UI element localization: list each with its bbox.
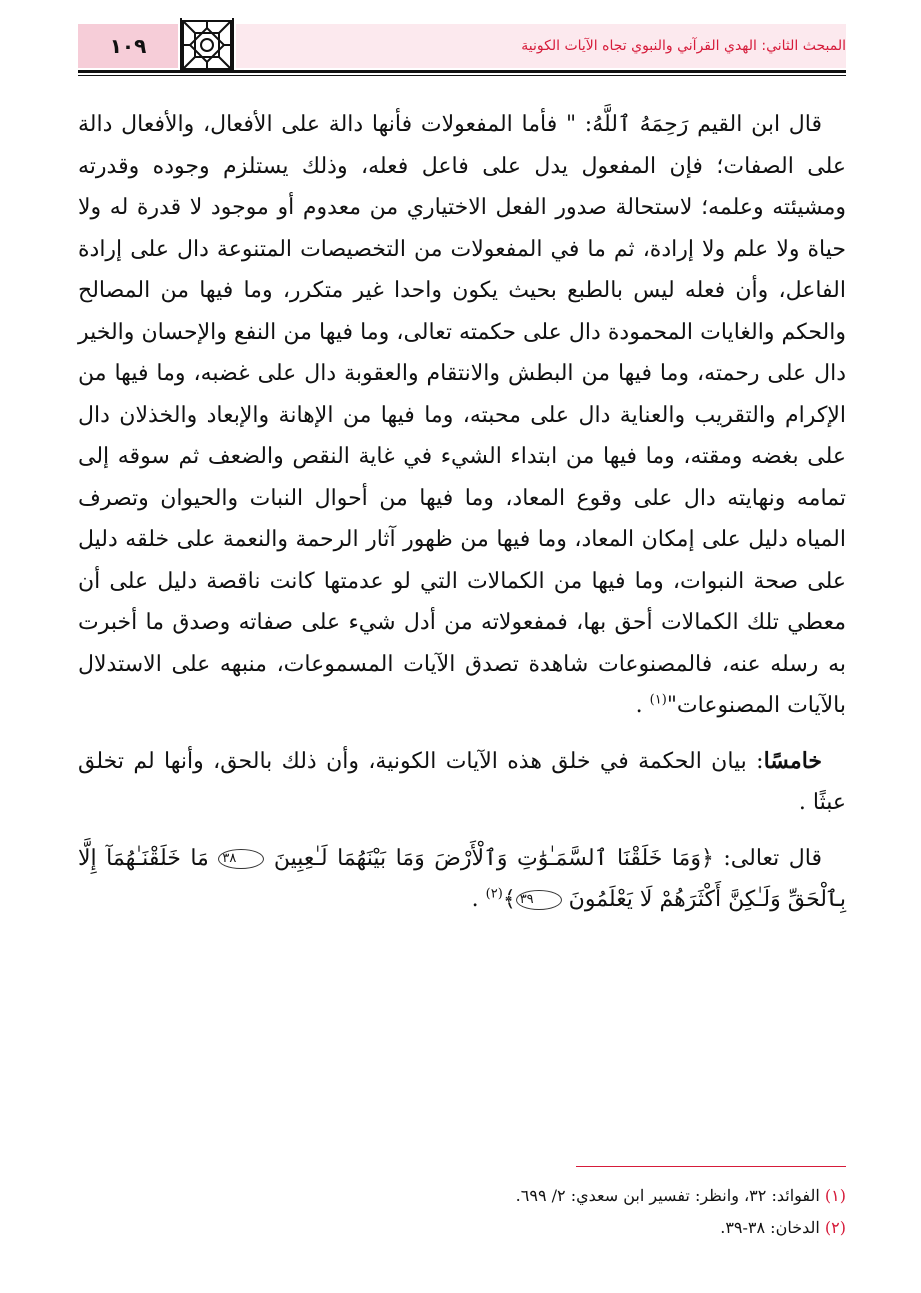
ornament-left-bar [180,18,182,72]
fifth-text: : بيان الحكمة في خلق هذه الآيات الكونية، وأن ذلك بالحق، وأنها لم تخلق عبثًا . [78,748,846,815]
footnote-1 [78,1180,846,1212]
chapter-title: المبحث الثاني: الهدي القرآني والنبوي تجاه الآيات الكونية [521,38,846,54]
quote-text: قال ابن القيم رَحِمَهُ ٱللَّهُ: " فأما المفعولات فأنها دالة على الأفعال، والأفعال دالة على الصفات؛ فإن المفعول يدل على فاعل فعله، وذلك يستلزم وجوده وقدرته ومشيئته وعلمه؛ لاستحالة صدور الفعل الاختياري من معدوم أو موجود لا قدرة له ولا حياة ولا علم ولا إرادة، ثم ما في المفعولات من التخصيصات المتنوعة دال على إرادة الفاعل، وأن فعله ليس بالطبع بحيث يكون واحدا غير متكرر، وما فيها من المصالح والحكم والغايات المحمودة دال على حكمته تعالى، وما فيها من النفع والإحسان والخير دال على رحمته، وما فيها من البطش والانتقام والعقوبة دال على غضبه، وما فيها من الإكرام والتقريب والعناية دال على محبته، وما فيها من الإهانة والإبعاد والخذلان دال على بغضه ومقته، وما فيها من ابتداء الشيء في غاية النقص والضعف ثم سوقه إلى تمامه ونهايته دال على وقوع المعاد، وما فيها من أحوال النبات والحيوان وتصرف المياه دليل على إمكان المعاد، وما فيها من ظهور آثار الرحمة والنعمة على خلقه دليل على صحة النبوات، وما فيها من الكمالات التي لو عدمتها كانت ناقصة دليل على أن معطي تلك الكمالات أحق بها، فمفعولاته من أدل شيء على صفاته وصدق ما أخبرت به رسله عنه، فالمصنوعات شاهدة تصدق الآيات المسموعات، منبهه على الاستدلال بالآيات المصنوعات" [78,112,847,718]
verse-end: . [471,887,486,912]
footnote-ref-2[interactable]: (٢) [485,886,503,902]
fifth-label: خامسًا [763,747,822,774]
footnote-text: الدخان: ٣٨-٣٩. [720,1218,820,1237]
ayah-number-39: ٣٩ [516,890,562,910]
main-text [78,104,846,921]
page-number: ١٠٩ [78,24,178,68]
verse-close: ﴾ [502,887,516,912]
footnote-text: الفوائد: ٣٢، وانظر: تفسير ابن سعدي: ٢/ ٦٩٩. [515,1186,820,1205]
fifth-point-paragraph [78,741,846,824]
footnote-separator [576,1166,846,1167]
ornament-right-bar [232,18,234,72]
footnote-number: (٢) [824,1218,846,1237]
ornament-svg [182,20,232,70]
footnote-2 [78,1212,846,1244]
ayah-number-38: ٣٨ [218,849,264,869]
header-rule-thin [78,75,846,76]
header-rule-thick [78,70,846,73]
geometric-star-ornament-icon [178,18,236,72]
verse-text: ﴿وَمَا خَلَقْنَا ٱلسَّمَـٰوَٰتِ وَٱلْأَرْضَ وَمَا بَيْنَهُمَا لَـٰعِبِينَ [273,845,714,871]
verse-paragraph [78,838,846,921]
footnote-ref-1[interactable]: (١) [649,692,667,708]
verse-text-2: مَا خَلَقْنَـٰهُمَآ إِلَّا بِٱلْحَقِّ وَلَـٰكِنَّ أَكْثَرَهُمْ لَا يَعْلَمُونَ [78,845,846,912]
page-header [78,18,846,78]
verse-intro: قال تعالى: [713,845,822,871]
footnotes [78,1180,846,1244]
footnote-number: (١) [824,1186,846,1205]
quote-paragraph [78,104,846,727]
quote-end: . [635,693,650,718]
